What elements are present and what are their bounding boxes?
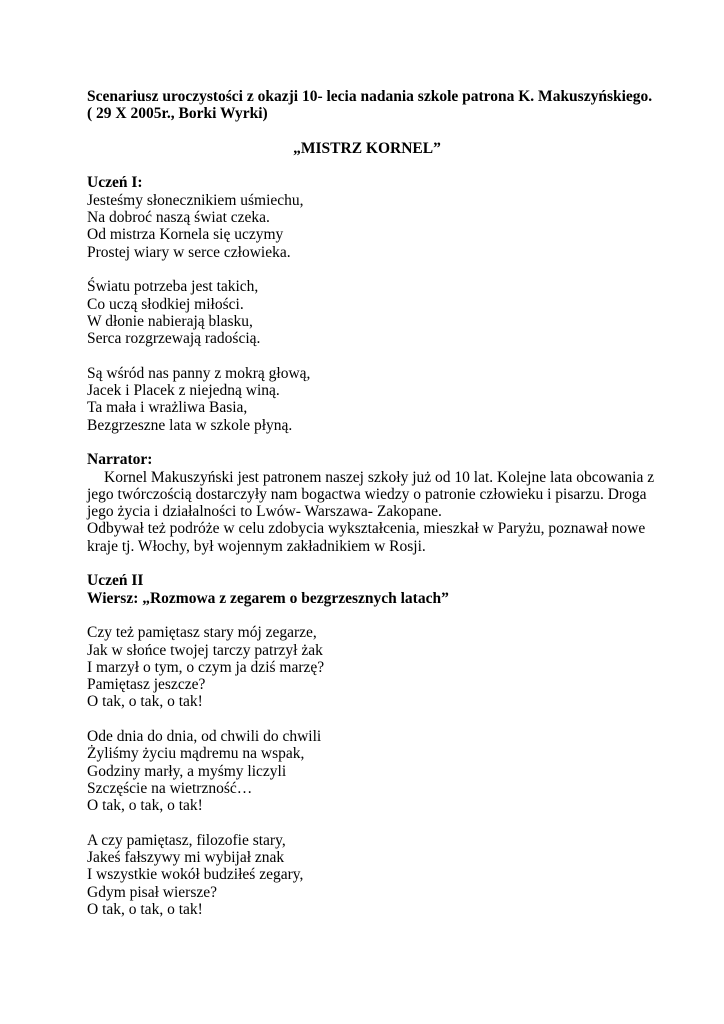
prose-line: Odbywał też podróże w celu zdobycia wykształcenia, mieszkał w Paryżu, poznawał nowe <box>87 520 646 538</box>
stanza <box>87 365 647 434</box>
verse-line: O tak, o tak, o tak! <box>87 900 203 918</box>
speaker-heading: Uczeń I: <box>87 174 143 192</box>
verse-line: Żyliśmy życiu mądremu na wspak, <box>87 745 305 763</box>
verse-line: Jacek i Placek z niejedną winą. <box>87 382 280 400</box>
verse-line: O tak, o tak, o tak! <box>87 797 203 815</box>
verse-line: Pamiętasz jeszcze? <box>87 676 206 694</box>
prose-line: Kornel Makuszyński jest patronem naszej szkoły już od 10 lat. Kolejne lata obcowania z <box>104 468 655 486</box>
main-title: „MISTRZ KORNEL” <box>293 139 441 157</box>
verse-line: Światu potrzeba jest takich, <box>87 278 259 296</box>
prose-line: jego twórczością dostarczyły nam bogactwa wiedzy o patronie człowieku i pisarzu. Droga <box>87 485 647 503</box>
prose-line: kraje tj. Włochy, był wojennym zakładnikiem w Rosji. <box>87 537 426 555</box>
verse-line: Jesteśmy słonecznikiem uśmiechu, <box>87 191 304 209</box>
poem-title: Wiersz: „Rozmowa z zegarem o bezgrzesznych latach” <box>87 589 449 607</box>
speaker-heading: Uczeń II <box>87 572 144 590</box>
verse-line: I wszystkie wokół budziłeś zegary, <box>87 866 304 884</box>
verse-line: Bezgrzeszne lata w szkole płyną. <box>87 416 293 434</box>
speaker-heading: Narrator: <box>87 451 153 469</box>
stanza <box>87 192 647 261</box>
verse-line: Na dobroć naszą świat czeka. <box>87 209 270 227</box>
narrator-paragraph <box>87 468 655 555</box>
verse-line: Od mistrza Kornela się uczymy <box>87 226 284 244</box>
verse-line: Szczęście na wietrzność… <box>87 779 253 797</box>
stanza <box>87 832 647 918</box>
verse-line: Jak w słońce twojej tarczy patrzył żak <box>87 641 323 659</box>
verse-line: Godziny marły, a myśmy liczyli <box>87 762 287 780</box>
verse-line: Serca rozgrzewają radością. <box>87 330 261 348</box>
document-subtitle: ( 29 X 2005r., Borki Wyrki) <box>87 105 268 123</box>
verse-line: Czy też pamiętasz stary mój zegarze, <box>87 624 317 642</box>
verse-line: Jakeś fałszywy mi wybijał znak <box>87 849 285 867</box>
stanza <box>87 624 647 710</box>
stanza <box>87 278 647 347</box>
verse-line: O tak, o tak, o tak! <box>87 693 203 711</box>
verse-line: Gdym pisał wiersze? <box>87 883 217 901</box>
verse-line: Są wśród nas panny z mokrą głową, <box>87 364 311 382</box>
verse-line: Prostej wiary w serce człowieka. <box>87 243 291 261</box>
verse-line: A czy pamiętasz, filozofie stary, <box>87 831 286 849</box>
verse-line: Ta mała i wrażliwa Basia, <box>87 399 248 417</box>
document-title: Scenariusz uroczystości z okazji 10- lecia nadania szkole patrona K. Makuszyńskiego. <box>87 88 653 105</box>
stanza <box>87 728 647 814</box>
verse-line: I marzył o tym, o czym ja dziś marzę? <box>87 658 325 676</box>
document-page <box>87 88 655 918</box>
verse-line: Ode dnia do dnia, od chwili do chwili <box>87 727 322 745</box>
prose-line: jego życia i działalności to Lwów- Warszawa- Zakopane. <box>87 503 442 521</box>
verse-line: W dłonie nabierają blasku, <box>87 312 253 330</box>
verse-line: Co uczą słodkiej miłości. <box>87 295 244 313</box>
